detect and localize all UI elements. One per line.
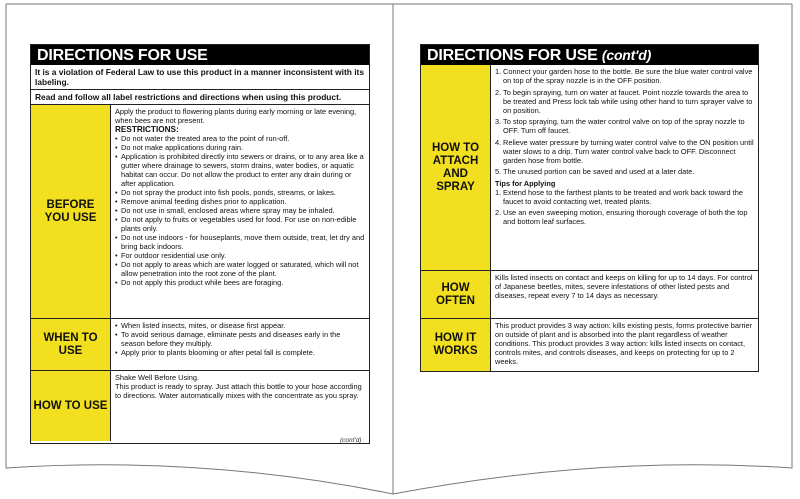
shake-well-line: Shake Well Before Using. — [115, 373, 200, 382]
left-panel — [30, 44, 370, 444]
step-number: 5. — [495, 167, 502, 176]
tip-number: 1. — [495, 187, 502, 197]
how-to-use-content — [111, 371, 369, 441]
how-it-works-label: HOW IT WORKS — [421, 319, 491, 371]
tip-text: Use an even sweeping motion, ensuring thorough coverage of both the top and bottom leaf surfaces. — [503, 208, 748, 226]
before-you-use-content — [111, 105, 369, 318]
list-item — [495, 67, 754, 85]
when-to-use-row — [31, 319, 369, 371]
right-panel — [420, 44, 759, 372]
tips-list — [495, 188, 754, 227]
list-item: • Do not use indoors - for houseplants, move them outside, treat, let dry and bring back indoors. — [115, 233, 365, 251]
how-it-works-row — [421, 319, 758, 371]
list-item — [495, 138, 754, 165]
list-item — [495, 188, 754, 206]
how-often-row — [421, 271, 758, 319]
when-to-use-label: WHEN TO USE — [31, 319, 111, 370]
step-text: Relieve water pressure by turning water control valve to the ON position until water slows to a drip. Turn water control valve back to OFF. Disconnect garden hose from bottle. — [503, 137, 754, 165]
step-text: The unused portion can be saved and used at a later date. — [503, 167, 695, 176]
list-item: • For outdoor residential use only. — [115, 251, 365, 260]
step-number: 4. — [495, 137, 502, 147]
read-follow-notice: Read and follow all label restrictions and directions when using this product. — [31, 90, 369, 105]
left-panel-title: DIRECTIONS FOR USE — [31, 45, 369, 65]
before-you-use-label: BEFORE YOU USE — [31, 105, 111, 318]
step-text: To begin spraying, turn on water at faucet. Point nozzle towards the area to be treated and Press lock tab while using other hand to turn sprayer valve to on position. — [503, 87, 753, 115]
right-panel-title — [421, 45, 758, 65]
list-item: • Do not apply to areas which are water logged or saturated, which will not allow penetration into the root zone of the plant. — [115, 260, 365, 278]
continued-note: (cont'd) — [340, 437, 362, 444]
list-item: • Application is prohibited directly into sewers or drains, or to any area like a gutter where drainage to sewers, storm drains, water bodies, or aquatic habitat can occur. Do not allow the product to enter any drain during or after application. — [115, 152, 365, 188]
list-item: • To avoid serious damage, eliminate pests and diseases early in the season before they multiply. — [115, 330, 365, 348]
list-item: • Do not apply this product while bees are foraging. — [115, 278, 365, 287]
how-often-content: Kills listed insects on contact and keeps on killing for up to 14 days. For control of Japanese beetles, mites, severe infestations of other listed pests and diseases, repeat every 7 to 14 days as necessary. — [495, 273, 753, 300]
list-item: • Do not use in small, enclosed areas where spray may be inhaled. — [115, 206, 365, 215]
how-to-use-row — [31, 371, 369, 441]
how-it-works-content: This product provides 3 way action: kills existing pests, forms protective barrier on outside of plant and is absorbed into the plant regardless of weather conditions. This product provides 3 way action: kills listed insects on contact, controls mites, and controls diseases, and keeps on protecting for up to 2 weeks. — [495, 321, 753, 366]
right-panel-title-text: DIRECTIONS FOR USE — [427, 47, 598, 64]
tips-title: Tips for Applying — [495, 178, 556, 188]
list-item: • Do not spray the product into fish pools, ponds, streams, or lakes. — [115, 188, 365, 197]
step-text: Connect your garden hose to the bottle. Be sure the blue water control valve on top of the spray nozzle is in the OFF position. — [503, 67, 753, 85]
when-to-use-content — [111, 319, 369, 370]
list-item: • Do not make applications during rain. — [115, 143, 365, 152]
how-to-attach-content — [491, 65, 758, 270]
list-item: • When listed insects, mites, or disease first appear. — [115, 321, 365, 330]
before-you-use-intro: Apply the product to flowering plants during early morning or late evening, when bees are not present. — [115, 107, 357, 125]
how-to-use-text: This product is ready to spray. Just attach this bottle to your hose according to directions. Water automatically mixes with the concentrate as you spray. — [115, 382, 362, 400]
restrictions-list — [115, 134, 365, 287]
how-to-attach-label: HOW TO ATTACH AND SPRAY — [421, 65, 491, 270]
right-panel-title-suffix: (cont'd) — [601, 47, 652, 63]
how-to-attach-row — [421, 65, 758, 271]
restrictions-title: RESTRICTIONS: — [115, 125, 179, 134]
when-to-use-list — [115, 321, 365, 357]
list-item — [495, 88, 754, 115]
step-number: 3. — [495, 117, 502, 126]
list-item: • Do not apply to fruits or vegetables used for food. For use on non-edible plants only. — [115, 215, 365, 233]
tip-text: Extend hose to the farthest plants to be treated and work back toward the faucet to avoid contacting wet, treated plants. — [503, 187, 743, 206]
list-item — [495, 167, 754, 176]
step-number: 1. — [495, 67, 502, 76]
federal-law-notice: It is a violation of Federal Law to use this product in a manner inconsistent with its labeling. — [31, 65, 369, 90]
list-item: • Remove animal feeding dishes prior to application. — [115, 197, 365, 206]
list-item: • Apply prior to plants blooming or after petal fall is complete. — [115, 348, 365, 357]
list-item — [495, 208, 754, 226]
step-text: To stop spraying, turn the water control valve on top of the spray nozzle to OFF. Turn off faucet. — [503, 117, 745, 135]
tip-number: 2. — [495, 208, 502, 217]
step-number: 2. — [495, 87, 502, 97]
how-to-use-label: HOW TO USE — [31, 371, 111, 441]
list-item — [495, 117, 754, 135]
before-you-use-row — [31, 105, 369, 319]
attach-steps-list — [495, 67, 754, 176]
list-item: • Do not water the treated area to the point of run-off. — [115, 134, 365, 143]
how-often-label: HOW OFTEN — [421, 271, 491, 318]
